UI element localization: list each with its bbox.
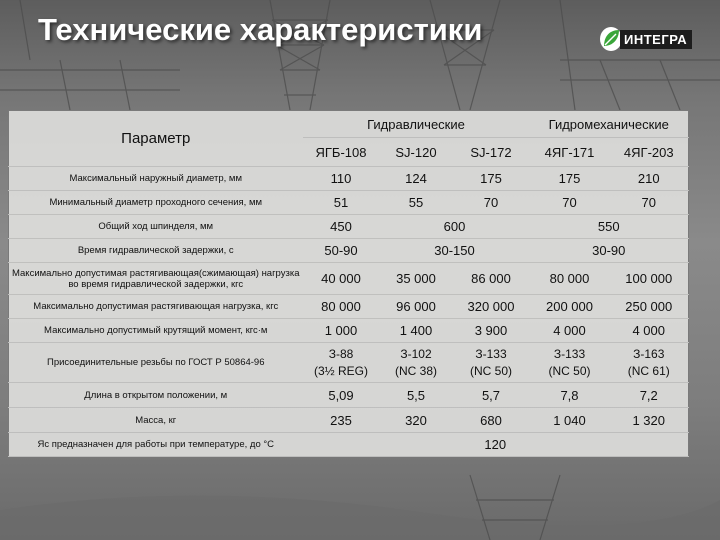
cell-value: 120 [303, 433, 689, 457]
model-header: ЯГБ-108 [303, 138, 380, 167]
cell-value: 320 000 [453, 295, 530, 319]
cell-value: 235 [303, 408, 380, 433]
table-row [9, 295, 689, 319]
cell-value: 124 [380, 167, 453, 191]
cell-value: 320 [380, 408, 453, 433]
param-label: Время гидравлической задержки, с [9, 239, 303, 263]
bottom-decor-band [0, 470, 720, 540]
thread-type: З-163 [633, 346, 665, 361]
param-label: Яс предназначен для работы при температуре, до °С [9, 433, 303, 457]
cell-value: 1 000 [303, 319, 380, 343]
table-row [9, 239, 689, 263]
param-label: Длина в открытом положении, м [9, 383, 303, 408]
cell-value: 1 040 [530, 408, 610, 433]
cell-value: 110 [303, 167, 380, 191]
thread-type: З-102 [400, 346, 432, 361]
cell-value [453, 343, 530, 383]
cell-value: 175 [453, 167, 530, 191]
cell-value: 680 [453, 408, 530, 433]
company-logo [598, 26, 692, 52]
thread-type: З-133 [475, 346, 507, 361]
cell-value: 35 000 [380, 263, 453, 295]
cell-value: 55 [380, 191, 453, 215]
cell-value: 70 [453, 191, 530, 215]
cell-value: 600 [380, 215, 530, 239]
table-row [9, 191, 689, 215]
model-header: SJ-172 [453, 138, 530, 167]
cell-value: 86 000 [453, 263, 530, 295]
param-label: Минимальный диаметр проходного сечения, мм [9, 191, 303, 215]
cell-value: 5,09 [303, 383, 380, 408]
table-row [9, 343, 689, 383]
model-header: 4ЯГ-171 [530, 138, 610, 167]
group-header-hydromechanical: Гидромеханические [530, 111, 689, 138]
thread-type: З-88 [328, 346, 354, 361]
cell-value: 30-150 [380, 239, 530, 263]
cell-value: 550 [530, 215, 689, 239]
specs-table [8, 110, 689, 457]
param-label: Максимально допустимая растягивающая нагрузка, кгс [9, 295, 303, 319]
cell-value: 80 000 [303, 295, 380, 319]
cell-value: 7,2 [610, 383, 689, 408]
param-label: Максимальный наружный диаметр, мм [9, 167, 303, 191]
table-row [9, 263, 689, 295]
cell-value: 250 000 [610, 295, 689, 319]
cell-value: 5,7 [453, 383, 530, 408]
cell-value: 51 [303, 191, 380, 215]
thread-standard: (NC 38) [394, 363, 437, 378]
param-label: Максимально допустимая растягивающая(сжимающая) нагрузка во время гидравлической задержки, кгс [9, 263, 303, 295]
cell-value [610, 343, 689, 383]
slide-title: Технические характеристики [38, 12, 483, 47]
param-header: Параметр [9, 111, 303, 167]
cell-value: 40 000 [303, 263, 380, 295]
table-row [9, 167, 689, 191]
table-row [9, 408, 689, 433]
table-row [9, 433, 689, 457]
cell-value: 4 000 [610, 319, 689, 343]
cell-value: 80 000 [530, 263, 610, 295]
param-label: Присоединительные резьбы по ГОСТ Р 50864-96 [9, 343, 303, 383]
cell-value [380, 343, 453, 383]
model-header: SJ-120 [380, 138, 453, 167]
param-label: Общий ход шпинделя, мм [9, 215, 303, 239]
cell-value: 3 900 [453, 319, 530, 343]
table-row [9, 215, 689, 239]
table-row [9, 383, 689, 408]
cell-value: 5,5 [380, 383, 453, 408]
param-label: Максимально допустимый крутящий момент, кгс·м [9, 319, 303, 343]
cell-value: 50-90 [303, 239, 380, 263]
cell-value [303, 343, 380, 383]
cell-value: 450 [303, 215, 380, 239]
cell-value: 30-90 [530, 239, 689, 263]
cell-value: 1 320 [610, 408, 689, 433]
cell-value: 70 [530, 191, 610, 215]
cell-value: 4 000 [530, 319, 610, 343]
thread-standard: (NC 50) [469, 363, 512, 378]
thread-standard: (NC 50) [548, 363, 591, 378]
cell-value: 7,8 [530, 383, 610, 408]
cell-value: 96 000 [380, 295, 453, 319]
group-header-hydraulic: Гидравлические [303, 111, 530, 138]
cell-value: 210 [610, 167, 689, 191]
model-header: 4ЯГ-203 [610, 138, 689, 167]
thread-standard: (NC 61) [627, 363, 670, 378]
thread-type: З-133 [553, 346, 586, 361]
table-row [9, 319, 689, 343]
param-label: Масса, кг [9, 408, 303, 433]
cell-value: 200 000 [530, 295, 610, 319]
logo-text: ИНТЕГРА [620, 30, 692, 49]
cell-value: 175 [530, 167, 610, 191]
cell-value: 70 [610, 191, 689, 215]
cell-value [530, 343, 610, 383]
cell-value: 1 400 [380, 319, 453, 343]
thread-standard: (3½ REG) [313, 363, 368, 378]
cell-value: 100 000 [610, 263, 689, 295]
table-header-row [9, 111, 689, 138]
